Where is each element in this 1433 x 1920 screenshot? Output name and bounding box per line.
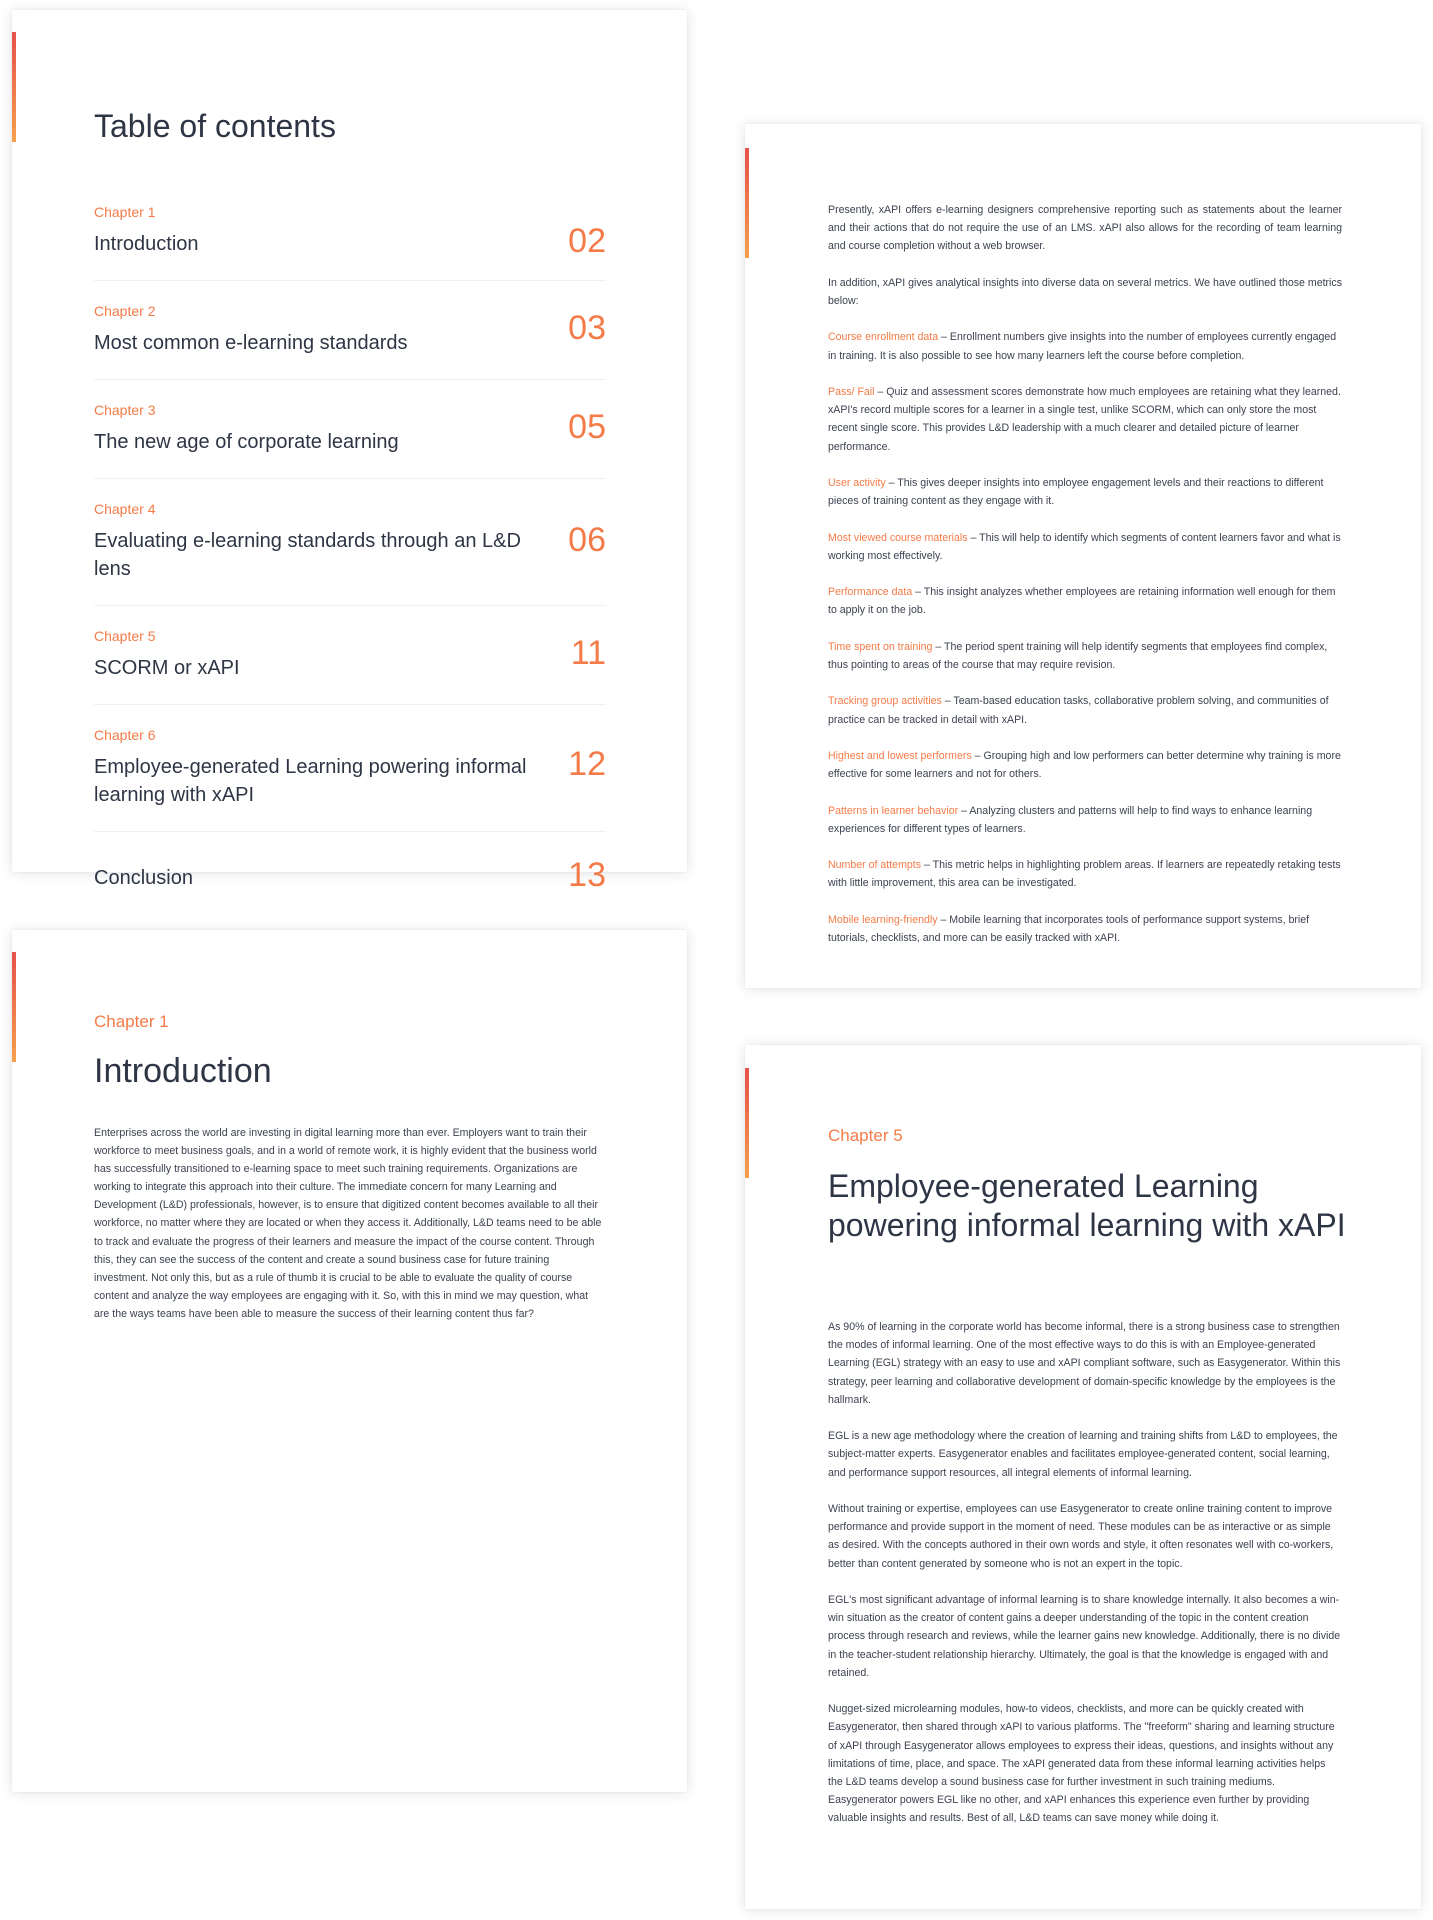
metric-text: – Team-based education tasks, collaborative problem solving, and communities of practice can be tracked in detail with xAPI. (828, 695, 1329, 726)
metric-item (828, 383, 1342, 456)
toc-page-number: 03 (568, 309, 606, 347)
metrics-body (828, 201, 1342, 965)
toc-page (12, 10, 687, 894)
toc-chapter-name: The new age of corporate learning (94, 431, 399, 453)
body-text: Enterprises across the world are investing in digital learning more than ever. Employers want to train their workforce to meet business goals, and in a world of remote work, it is highly evident that the business world has successfully transitioned to e-learning space to meet such training requirements. Organizations are working to integrate this approach into their culture. The immediate concern for many Learning and Development (L&D) professionals, however, is to ensure that digitized content becomes available to all their workforce, no matter where they are located or when they access it. Additionally, L&D teams need to be able to track and evaluate the progress of their learners and measure the impact of the course content. Through this, they can see the success of the content and create a sound business case for future training investment. Not only this, but as a rule of thumb it is crucial to be able to evaluate the quality of course content and analyze the way employees are engaging with it. So, with this in mind we may question, what are the ways teams have been able to measure the success of their learning content thus far? (94, 1127, 602, 1320)
metric-item (828, 529, 1342, 565)
metric-text: – Grouping high and low performers can better determine why training is more effective for some learners and not for others. (828, 749, 1341, 781)
metric-text: – Analyzing clusters and patterns will help to find ways to enhance learning experiences for different types of learners. (828, 804, 1313, 835)
chapter-title: Introduction (94, 1052, 272, 1090)
metric-item (828, 856, 1342, 892)
metric-term: Patterns in learner behavior (828, 804, 959, 817)
toc-chapter-name: SCORM or xAPI (94, 657, 240, 679)
metric-text: – The period spent training will help identify segments that employees find complex, thus pointing to areas of the course that may require revision. (828, 640, 1328, 671)
chapter-body (828, 1318, 1342, 1846)
toc-page-number: 13 (568, 856, 606, 894)
body-paragraph: Without training or expertise, employees can use Easygenerator to create online training content to improve performance and provide support in the moment of need. These modules can be as interactive or as simple as desired. With the concepts authored in their own words and style, it often resonates well with co-workers, better than content generated by someone who is not an expert in the topic. (828, 1503, 1334, 1570)
metric-text: – This metric helps in highlighting problem areas. If learners are repeatedly retaking tests with little improvement, this area can be investigated. (828, 859, 1341, 890)
metric-item (828, 802, 1342, 838)
chapter-5-page (745, 1045, 1421, 1909)
toc-chapter-label: Chapter 3 (94, 402, 156, 418)
metric-text: – Mobile learning that incorporates tools of performance support systems, brief tutorials, checklists, and more can be easily tracked with xAPI. (828, 913, 1310, 944)
toc-item-4[interactable] (94, 479, 606, 606)
toc-item-conclusion[interactable] (94, 832, 606, 930)
body-paragraph: Nugget-sized microlearning modules, how-to videos, checklists, and more can be quickly created with Easygenerator, then shared through xAPI to various platforms. The "freeform" sharing and learning structure of xAPI through Easygenerator allows employees to express their ideas, questions, and insights without any limitations of time, place, and space. The xAPI generated data from these informal learning activities helps the L&D teams develop a sound business case for further investment in such training mediums. Easygenerator powers EGL like no other, and xAPI enhances this experience even further by providing valuable insights and results. Best of all, L&D teams can save money while doing it. (828, 1703, 1335, 1825)
body-paragraph: In addition, xAPI gives analytical insights into diverse data on several metrics. We have outlined those metrics below: (828, 276, 1342, 307)
toc-item-1[interactable] (94, 192, 606, 281)
introduction-page (12, 930, 687, 1792)
metric-term: Number of attempts (828, 859, 922, 872)
metric-term: Time spent on training (828, 640, 936, 653)
body-paragraph: As 90% of learning in the corporate world has become informal, there is a strong business case to strengthen the modes of informal learning. One of the most effective ways to do this is with an Employee-generated Learning (EGL) strategy with an easy to use and xAPI compliant software, such as Easygenerator. Within this strategy, peer learning and collaborative development of domain-specific knowledge by the employees is the hallmark. (828, 1321, 1341, 1406)
metric-text: – Quiz and assessment scores demonstrate how much employees are retaining what they learned. xAPI's record multiple scores for a learner in a single test, unlike SCORM, which can only store the most recent single score. This provides L&D leadership with a much clearer and detailed picture of learner performance. (828, 385, 1341, 453)
metric-item (828, 638, 1342, 674)
toc-chapter-name: Evaluating e-learning standards through an L&D lens (94, 530, 521, 580)
toc-item-2[interactable] (94, 281, 606, 380)
metric-item (828, 747, 1342, 783)
metric-term: Performance data (828, 586, 913, 599)
metric-item (828, 692, 1342, 728)
metric-term: Course enrollment data (828, 331, 939, 344)
accent-bar (12, 32, 16, 142)
toc-page-number: 12 (568, 745, 606, 783)
metric-term: User activity (828, 476, 886, 489)
metric-term: Mobile learning-friendly (828, 913, 938, 926)
toc-page-number: 11 (570, 634, 606, 672)
accent-bar (745, 1068, 749, 1178)
toc-item-6[interactable] (94, 705, 606, 832)
metric-item (828, 583, 1342, 619)
chapter-label: Chapter 5 (828, 1126, 903, 1145)
body-paragraph: EGL's most significant advantage of informal learning is to share knowledge internally. It also becomes a win-win situation as the creator of content gains a deeper understanding of the topic in the content creation process through research and reviews, while the learner gains new knowledge. Additionally, there is no divide in the teacher-student relationship hierarchy. Ultimately, the goal is that the knowledge is engaged with and retained. (828, 1594, 1341, 1679)
toc-chapter-name: Introduction (94, 233, 199, 255)
toc-item-5[interactable] (94, 606, 606, 705)
toc-title: Table of contents (94, 108, 336, 144)
metric-term: Most viewed course materials (828, 531, 968, 544)
toc-item-3[interactable] (94, 380, 606, 479)
metric-term: Highest and lowest performers (828, 749, 972, 762)
toc-page-number: 05 (568, 408, 606, 446)
metric-item (828, 911, 1342, 947)
toc-chapter-name: Conclusion (94, 867, 193, 889)
toc-page-number: 02 (568, 222, 606, 260)
body-paragraph: EGL is a new age methodology where the creation of learning and training shifts from L&D to employees, the subject-matter experts. Easygenerator enables and facilitates employee-generated content, social learning, and performance support resources, all integral elements of informal learning. (828, 1430, 1338, 1479)
chapter-label: Chapter 1 (94, 1012, 169, 1031)
metric-text: – This gives deeper insights into employee engagement levels and their reactions to different pieces of training content as they engage with it. (828, 476, 1324, 508)
body-paragraph: Presently, xAPI offers e-learning designers comprehensive reporting such as statements about the learner and their actions that do not require the use of an LMS. xAPI also allows for the recording of team learning and course completion without a web browser. (828, 204, 1342, 253)
metric-text: – This insight analyzes whether employees are retaining information well enough for them to apply it on the job. (828, 586, 1336, 617)
toc-page-number: 06 (568, 521, 606, 559)
toc-chapter-label: Chapter 2 (94, 303, 156, 319)
accent-bar (12, 952, 16, 1062)
metric-item (828, 474, 1342, 510)
toc-chapter-label: Chapter 5 (94, 628, 156, 644)
xapi-metrics-page (745, 124, 1421, 988)
metric-term: Tracking group activities (828, 695, 942, 708)
toc-chapter-name: Employee-generated Learning powering informal learning with xAPI (94, 756, 527, 806)
toc-chapter-label: Chapter 4 (94, 501, 156, 517)
toc-chapter-label: Chapter 1 (94, 204, 156, 220)
metric-text: – This will help to identify which segments of content learners favor and what is working most effectively. (828, 531, 1341, 562)
metric-term: Pass/ Fail (828, 385, 875, 398)
toc-chapter-name: Most common e-learning standards (94, 332, 408, 354)
toc-list (94, 192, 606, 930)
chapter-title: Employee-generated Learning powering informal learning with xAPI (828, 1168, 1346, 1243)
metric-item (828, 328, 1342, 364)
metric-text: – Enrollment numbers give insights into the number of employees currently engaged in training. It is also possible to see how many learners left the course before completion. (828, 331, 1337, 362)
toc-chapter-label: Chapter 6 (94, 727, 156, 743)
accent-bar (745, 148, 749, 258)
